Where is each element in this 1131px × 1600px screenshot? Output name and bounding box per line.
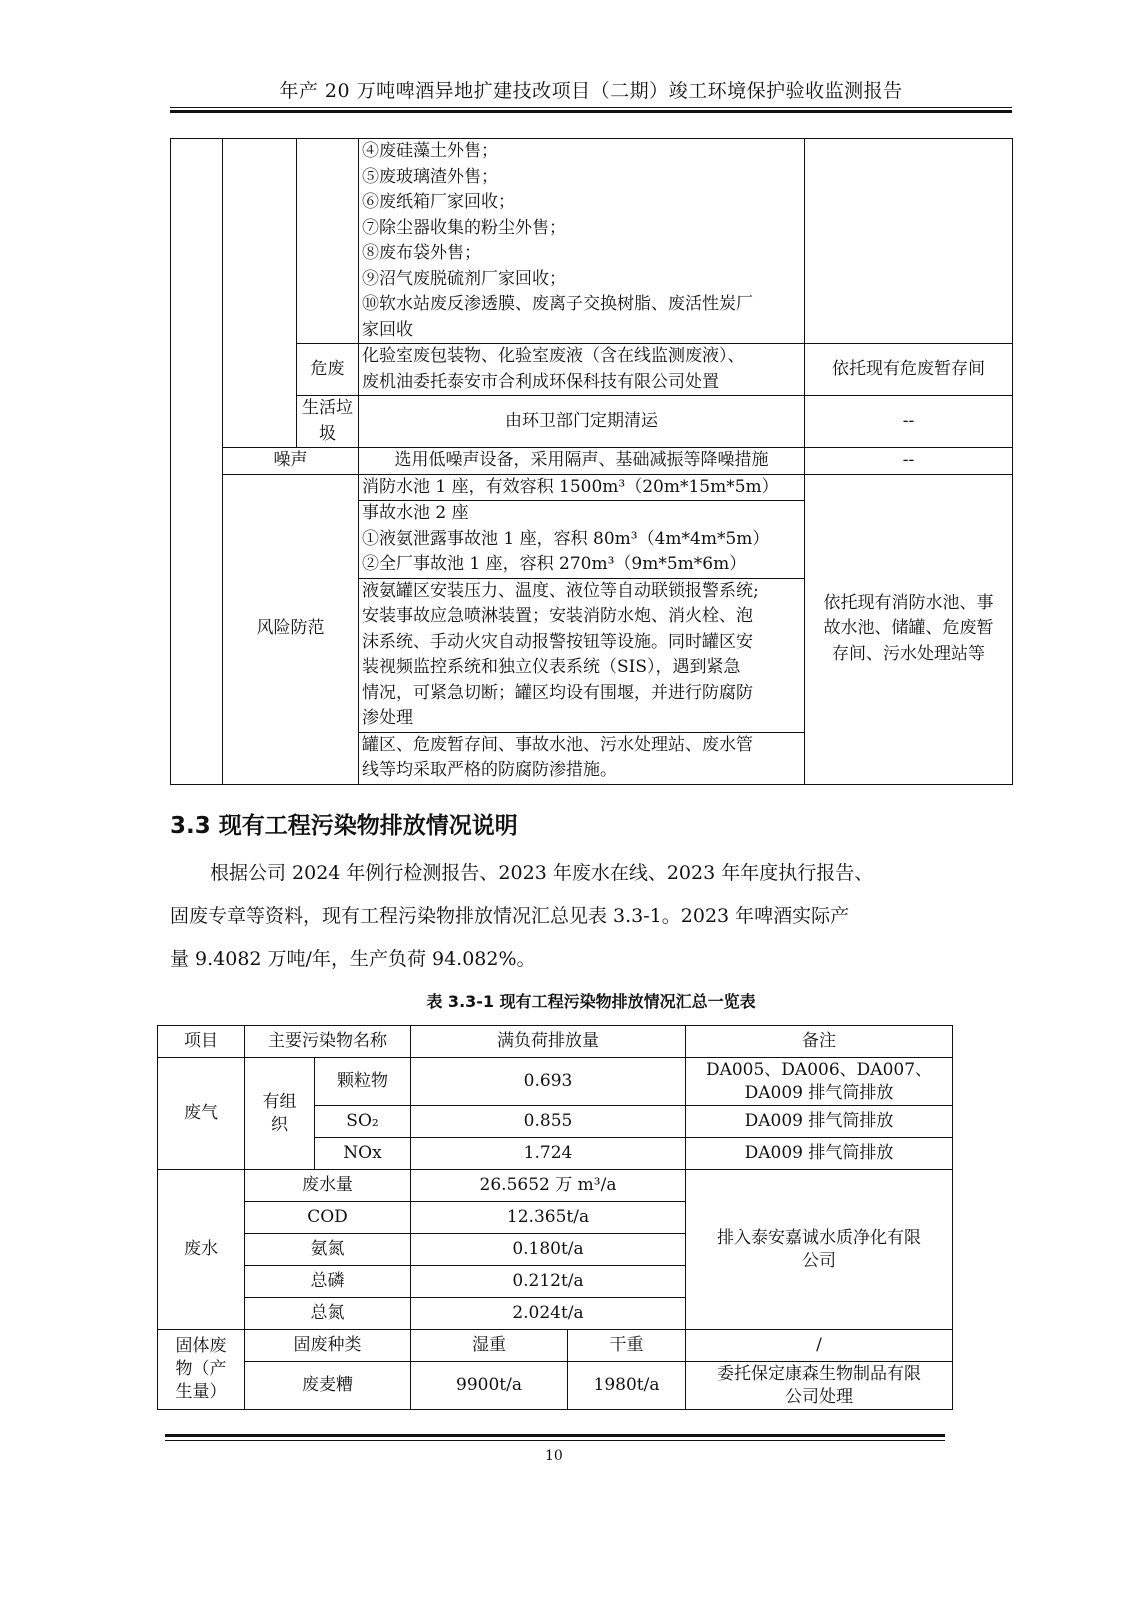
pollutant-name: 总氮: [245, 1298, 411, 1330]
solid-header-cell: 干重: [568, 1330, 686, 1362]
pollutant-name: 氨氮: [245, 1234, 411, 1266]
noise-measures: 选用低噪声设备，采用隔声、基础减振等降噪措施: [359, 448, 805, 475]
table-caption: 表 3.3-1 现有工程污染物排放情况汇总一览表: [426, 992, 756, 1011]
dry-weight: 1980t/a: [568, 1362, 686, 1410]
organized-label: 有组 织: [245, 1058, 315, 1170]
header-cell: 主要污染物名称: [245, 1026, 411, 1058]
pollutant-name: 总磷: [245, 1266, 411, 1298]
body-paragraph: [170, 852, 1000, 981]
remark: DA009 排气筒排放: [686, 1106, 953, 1138]
ammonia-tank-measure: 液氨罐区安装压力、温度、液位等自动联锁报警系统; 安装事故应急喷淋装置；安装消防水炮、消火栓、泡 沫系统、手动火灾自动报警按钮等设施。同时罐区安 装视频监控系统和独立仪表系统（SIS），遇到紧急 情况，可紧急切断；罐区均设有围堰，并进行防腐防 渗处理: [359, 578, 805, 732]
emission-value: 1.724: [411, 1138, 686, 1170]
solid-waste-cell: [223, 139, 297, 448]
table-row: [158, 1058, 953, 1106]
table-row: [158, 1362, 953, 1410]
environmental-measures-table: [170, 138, 1013, 785]
footer-rule-thin: [165, 1440, 945, 1441]
header-rule-thin: [170, 107, 1012, 108]
paragraph-line: 根据公司 2024 年例行检测报告、2023 年废水在线、2023 年年度执行报告、: [210, 862, 874, 884]
remark: 委托保定康森生物制品有限 公司处理: [686, 1362, 953, 1410]
waste-gas-label: 废气: [158, 1058, 245, 1170]
table-row: [171, 396, 1013, 448]
page-header: 年产 20 万吨啤酒异地扩建技改项目（二期）竣工环境保护验收监测报告: [279, 80, 903, 102]
table-header-row: [158, 1026, 953, 1058]
domestic-waste-note: --: [805, 396, 1013, 448]
emission-value: 0.855: [411, 1106, 686, 1138]
table-row: [171, 474, 1013, 501]
risk-label: 风险防范: [223, 474, 359, 784]
noise-label: 噪声: [223, 448, 359, 475]
pollutant-name: SO₂: [315, 1106, 411, 1138]
page-number: 10: [545, 1448, 563, 1464]
noise-note: --: [805, 448, 1013, 475]
emission-value: 26.5652 万 m³/a: [411, 1170, 686, 1202]
header-rule-thick: [170, 110, 1012, 113]
category-cell: [171, 139, 223, 785]
paragraph-line: 固废专章等资料，现有工程污染物排放情况汇总见表 3.3-1。2023 年啤酒实际产: [170, 905, 850, 927]
pollutant-name: 颗粒物: [315, 1058, 411, 1106]
emission-value: 0.212t/a: [411, 1266, 686, 1298]
pollutant-name: 废水量: [245, 1170, 411, 1202]
remark: DA005、DA006、DA007、 DA009 排气筒排放: [686, 1058, 953, 1106]
header-cell: 项目: [158, 1026, 245, 1058]
accident-pool-measure: 事故水池 2 座 ①液氨泄露事故池 1 座，容积 80m³（4m*4m*5m） ②全厂事故池 1 座，容积 270m³（9m*5m*6m）: [359, 501, 805, 579]
table-row: [171, 139, 1013, 344]
paragraph-line: 量 9.4082 万吨/年，生产负荷 94.082%。: [170, 948, 536, 970]
section-title: 3.3 现有工程污染物排放情况说明: [170, 813, 518, 839]
header-cell: 满负荷排放量: [411, 1026, 686, 1058]
solid-waste-label: 固体废 物（产 生量）: [158, 1330, 245, 1410]
footer-rule-thick: [165, 1434, 945, 1437]
pollutant-name: NOx: [315, 1138, 411, 1170]
domestic-waste-label: 生活垃 圾: [297, 396, 359, 448]
table-row: [171, 344, 1013, 396]
emission-value: 2.024t/a: [411, 1298, 686, 1330]
fire-pool-measure: 消防水池 1 座，有效容积 1500m³（20m*15m*5m）: [359, 474, 805, 501]
solid-header-cell: 固废种类: [245, 1330, 411, 1362]
table-row: [171, 448, 1013, 475]
seepage-measure: 罐区、危废暂存间、事故水池、污水处理站、废水管 线等均采取严格的防腐防渗措施。: [359, 732, 805, 784]
emission-value: 12.365t/a: [411, 1202, 686, 1234]
general-solid-note: [805, 139, 1013, 344]
domestic-waste-measures: 由环卫部门定期清运: [359, 396, 805, 448]
general-solid-label-cell: [297, 139, 359, 344]
solid-header-cell: /: [686, 1330, 953, 1362]
emission-value: 0.180t/a: [411, 1234, 686, 1266]
table-row: [158, 1170, 953, 1202]
waste-water-label: 废水: [158, 1170, 245, 1330]
general-solid-measures: ④废硅藻土外售； ⑤废玻璃渣外售； ⑥废纸箱厂家回收； ⑦除尘器收集的粉尘外售； ⑧废布袋外售； ⑨沼气废脱硫剂厂家回收； ⑩软水站废反渗透膜、废离子交换树脂、废活性炭厂 家回收: [359, 139, 805, 344]
hazardous-note: 依托现有危废暂存间: [805, 344, 1013, 396]
hazardous-label: 危废: [297, 344, 359, 396]
remark: DA009 排气筒排放: [686, 1138, 953, 1170]
hazardous-measures: 化验室废包装物、化验室废液（含在线监测废液）、 废机油委托泰安市合利成环保科技有限公司处置: [359, 344, 805, 396]
emission-value: 0.693: [411, 1058, 686, 1106]
solid-header-cell: 湿重: [411, 1330, 568, 1362]
header-cell: 备注: [686, 1026, 953, 1058]
wet-weight: 9900t/a: [411, 1362, 568, 1410]
risk-note: 依托现有消防水池、事 故水池、储罐、危废暂 存间、污水处理站等: [805, 474, 1013, 784]
table-row: [158, 1330, 953, 1362]
emission-summary-table: [157, 1025, 953, 1410]
remark: 排入泰安嘉诚水质净化有限 公司: [686, 1170, 953, 1330]
solid-waste-name: 废麦糟: [245, 1362, 411, 1410]
pollutant-name: COD: [245, 1202, 411, 1234]
